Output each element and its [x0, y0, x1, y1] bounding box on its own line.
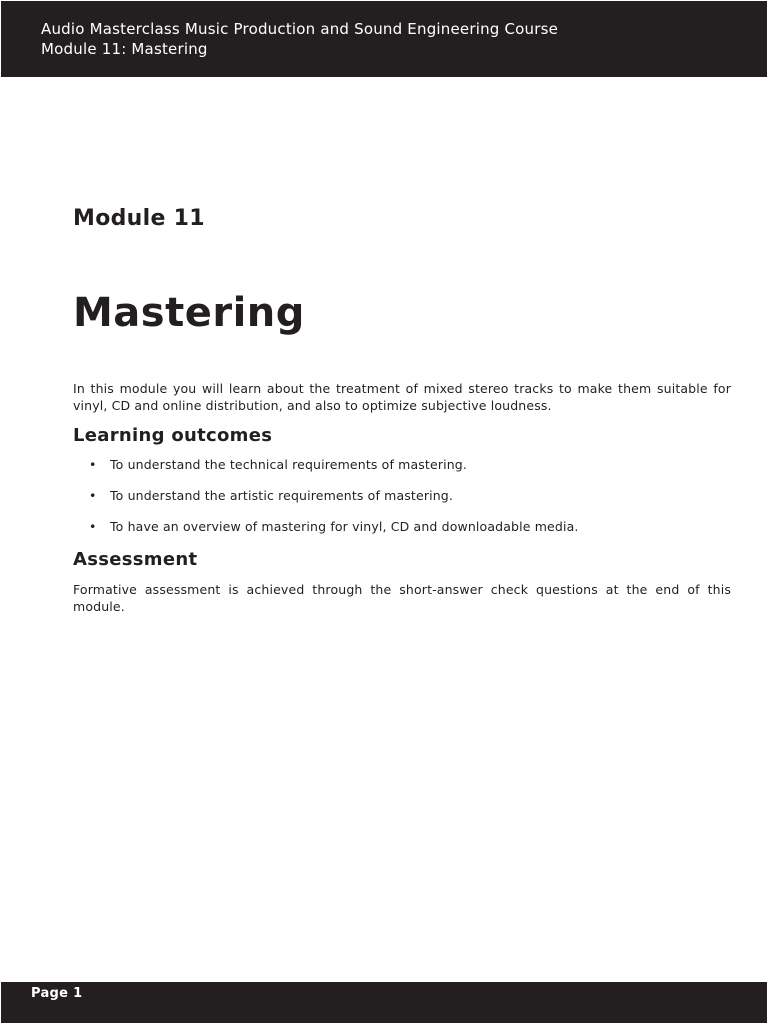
bullet-icon: •	[89, 519, 97, 534]
bullet-icon: •	[89, 457, 97, 472]
header-band	[1, 1, 767, 77]
module-running-head: Module 11: Mastering	[41, 40, 208, 58]
bullet-icon: •	[89, 488, 97, 503]
learning-outcomes-heading: Learning outcomes	[73, 425, 273, 446]
list-item	[89, 518, 579, 535]
assessment-heading: Assessment	[73, 549, 198, 570]
page-number: Page 1	[31, 986, 83, 1001]
module-label: Module 11	[73, 206, 205, 231]
list-item-text: To understand the artistic requirements of mastering.	[110, 488, 454, 503]
course-title: Audio Masterclass Music Production and Sound Engineering Course	[41, 20, 559, 38]
list-item	[89, 487, 453, 504]
list-item-text: To understand the technical requirements of mastering.	[110, 457, 468, 472]
page-title: Mastering	[73, 290, 305, 336]
intro-paragraph: In this module you will learn about the treatment of mixed stereo tracks to make them suitable for vinyl, CD and online distribution, and also to optimize subjective loudness.	[73, 381, 731, 413]
assessment-paragraph: Formative assessment is achieved through the short-answer check questions at the end of this module.	[73, 582, 731, 614]
list-item	[89, 456, 467, 473]
footer-band	[1, 982, 767, 1023]
list-item-text: To have an overview of mastering for vinyl, CD and downloadable media.	[110, 519, 579, 534]
